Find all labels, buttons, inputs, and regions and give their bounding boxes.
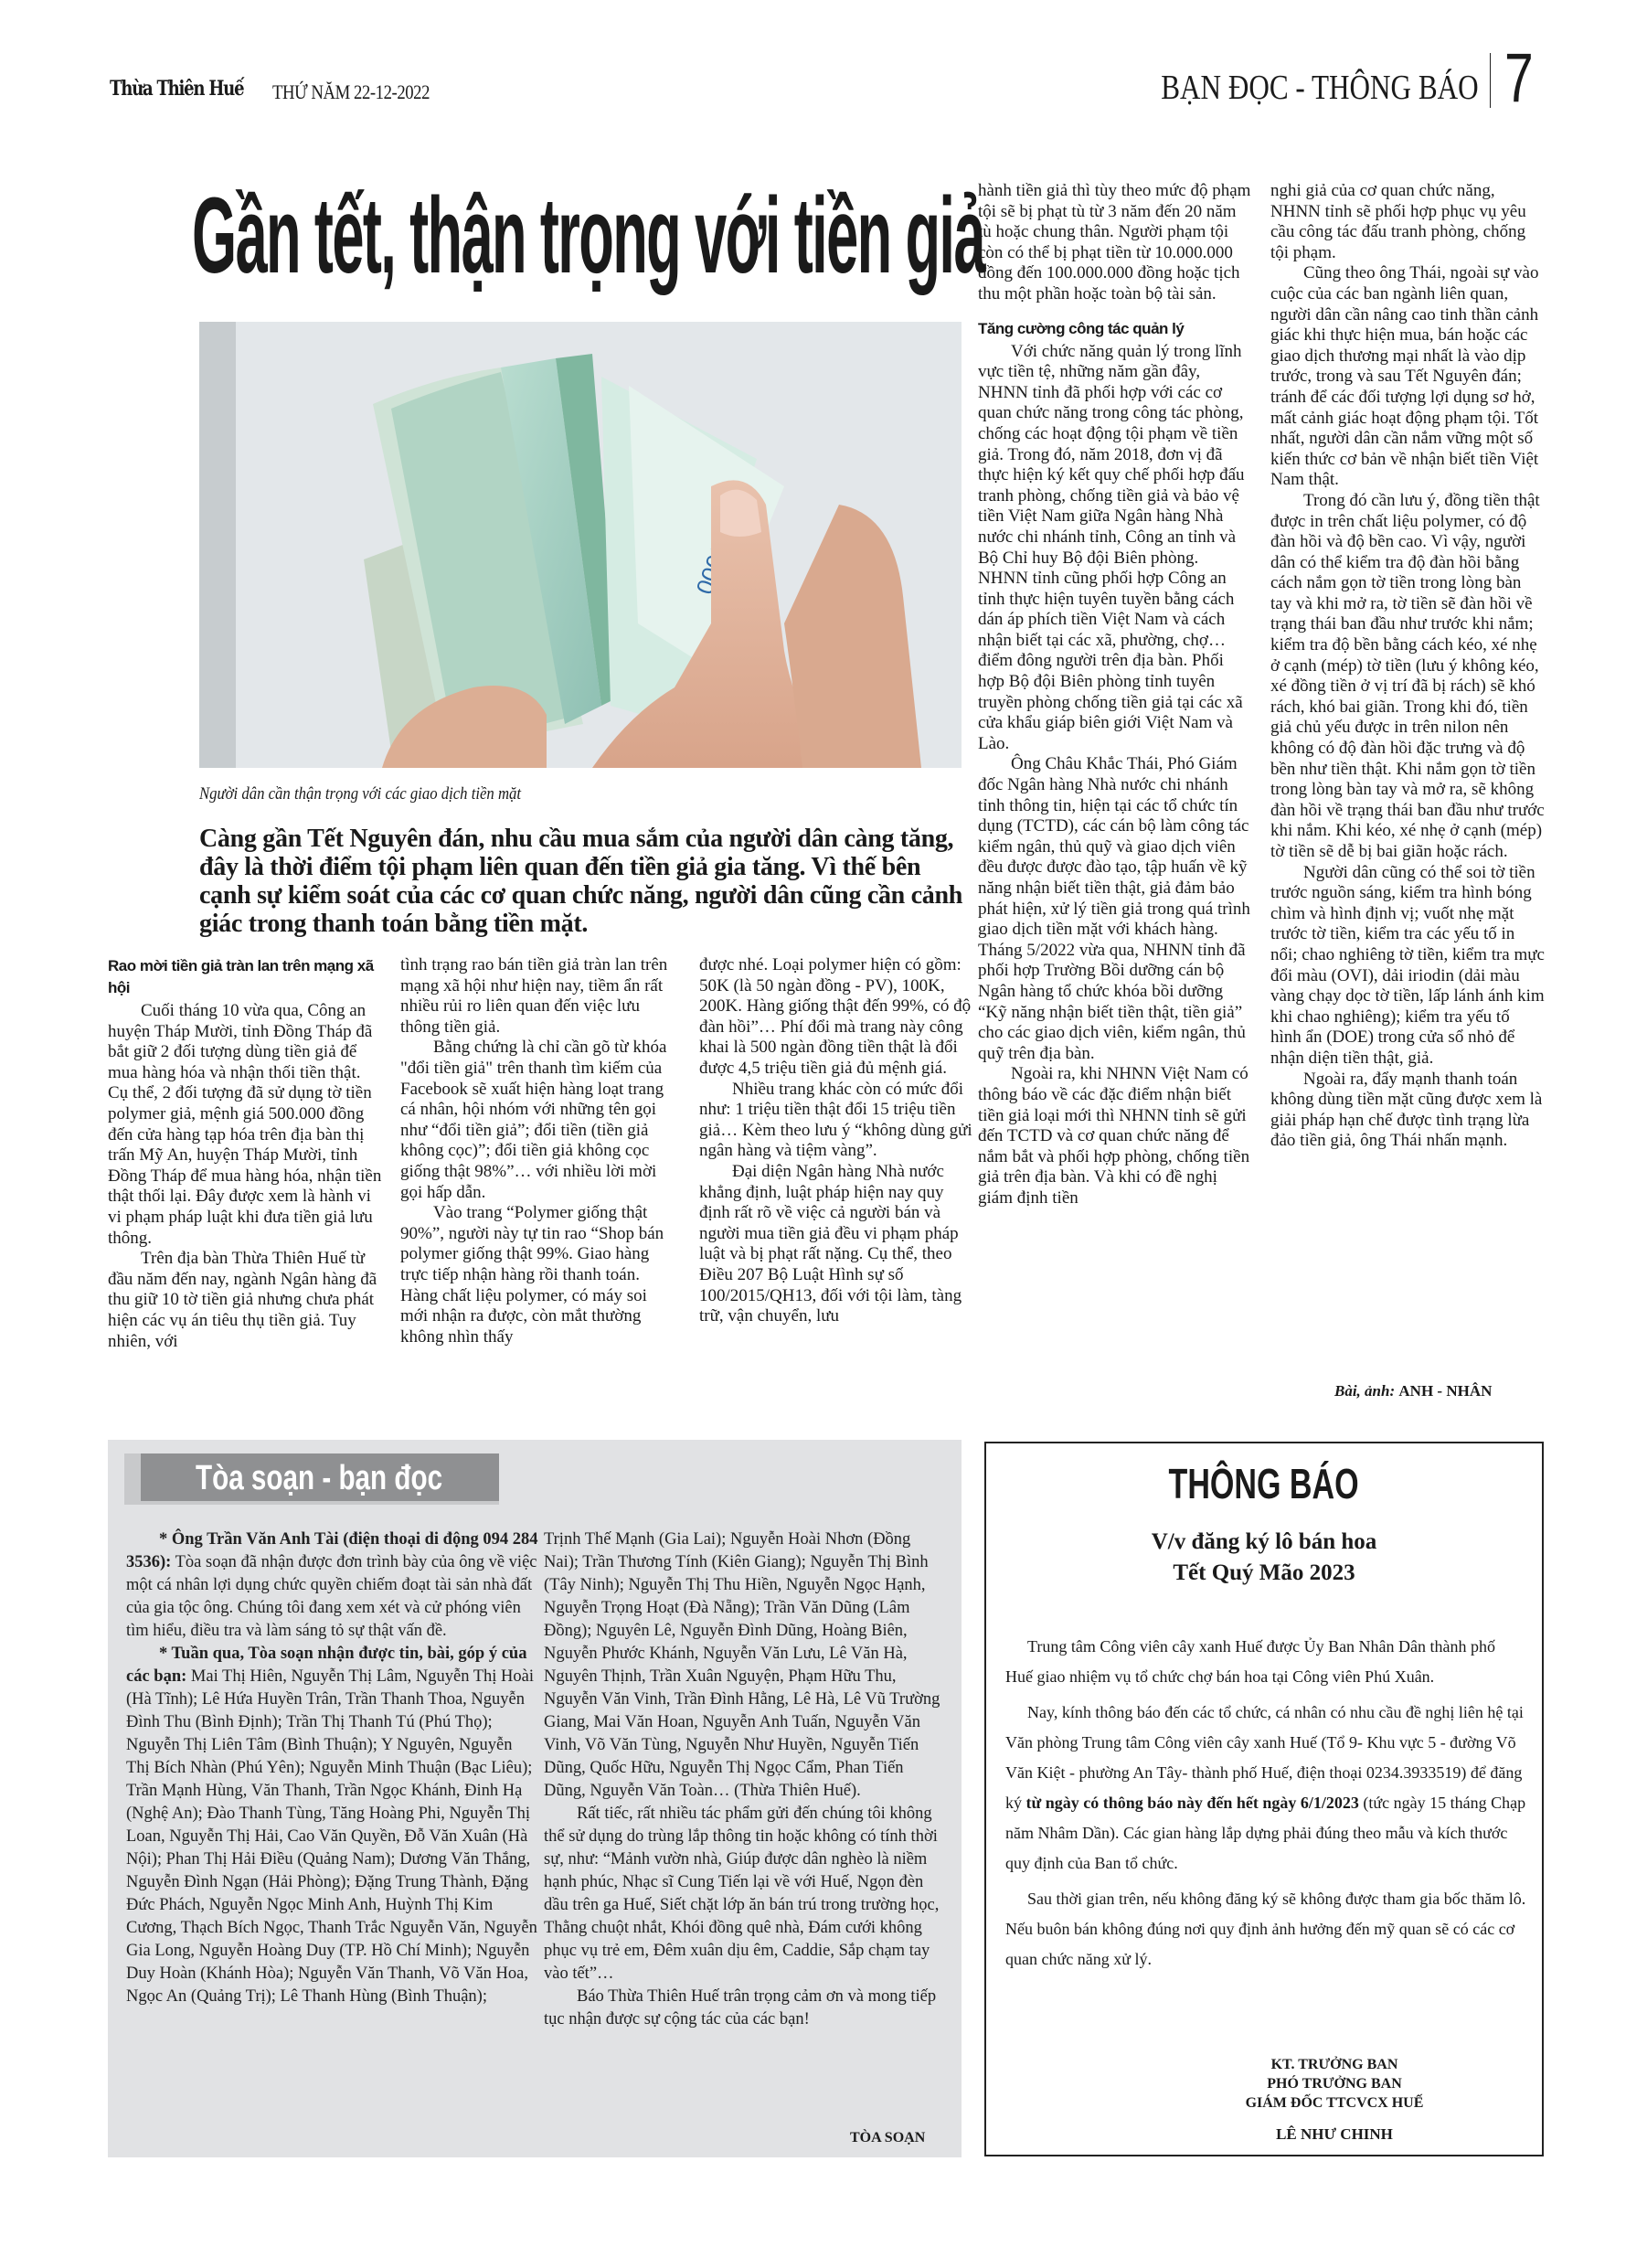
section-heading: Rao mời tiền giả tràn lan trên mạng xã hội — [108, 957, 374, 996]
readers-signature: TÒA SOẠN — [850, 2130, 926, 2146]
photo-caption: Người dân cần thận trọng với các giao dịch tiền mặt — [199, 784, 522, 804]
paragraph: Ông Châu Khắc Thái, Phó Giám đốc Ngân hàng Nhà nước chi nhánh tỉnh thông tin, hiện tại các tổ chức tín dụng (TCTD), các cán bộ làm công tác kiểm ngân, thủ quỹ và giao dịch viên đều được được đào tạo, tập huấn về kỹ năng nhận biết tiền thật, giả đảm bảo phát hiện, xử lý tiền giả trong quá trình giao dịch tiền mặt với khách hàng. Tháng 5/2022 vừa qua, NHNN tỉnh đã phối hợp Trường Bồi dưỡng cán bộ Ngân hàng tổ chức khóa bồi dưỡng “Kỹ năng nhận biết tiền thật, tiền giả” cho các giao dịch viên, kiểm ngân, thủ quỹ trên địa bàn. — [978, 754, 1250, 1063]
contributors-list: Trịnh Thế Mạnh (Gia Lai); Nguyễn Hoài Nhơn (Đồng Nai); Trần Thương Tính (Kiên Giang); Nguyễn Thị Bình (Tây Ninh); Nguyễn Thị Thu Hiền, Nguyễn Ngọc Hạnh, Nguyễn Trọng Hoạt (Đà Nẵng); Trần Văn Dũng (Lâm Đồng); Nguyên Lê, Nguyễn Đình Dũng, Hoàng Biên, Nguyễn Phước Khánh, Nguyễn Văn Lưu, Lê Văn Hà, Nguyên Thịnh, Trần Xuân Nguyện, Phạm Hữu Thu, Nguyễn Văn Vinh, Trần Đình Hằng, Lê Hà, Lê Vũ Trường Giang, Mai Văn Hoan, Nguyễn Anh Tuấn, Nguyễn Văn Vinh, Võ Văn Tùng, Nguyễn Như Huyền, Nguyễn Tiến Dũng, Quốc Hữu, Nguyễn Thị Ngọc Cẩm, Phan Tiến Dũng, Nguyễn Văn Toàn… (Thừa Thiên Huế). — [544, 1530, 940, 1800]
paragraph: Cũng theo ông Thái, ngoài sự vào cuộc của các ban ngành liên quan, người dân cần nâng cao tinh thần cảnh giác khi thực hiện mua, bán hoặc các giao dịch thương mại nhất là vào dịp trước, trong và sau Tết Nguyên đán; tránh để các đối tượng lợi dụng sơ hở, mất cảnh giác hoạt động phạm tội. Tốt nhất, người dân cần nắm vững một số kiến thức cơ bản về nhận biết tiền Việt Nam thật. — [1270, 263, 1539, 490]
money-photo-illustration — [199, 322, 962, 768]
paragraph: Đại diện Ngân hàng Nhà nước khẳng định, luật pháp hiện nay quy định rất rõ về việc cả người bán và người mua tiền giả đều vi phạm pháp luật và bị phạt rất nặng. Cụ thể, theo Điều 207 Bộ Luật Hình sự số 100/2015/QH13, đối với tội làm, tàng trữ, vận chuyển, lưu — [699, 1161, 962, 1326]
notice-title-text: THÔNG BÁO — [1168, 1460, 1360, 1507]
article-column-3 — [699, 955, 973, 1327]
notice-body — [1005, 1632, 1526, 1980]
notice-subtitle-line: V/v đăng ký lô bán hoa — [1151, 1529, 1377, 1554]
reader-item-text: Tòa soạn đã nhận được đơn trình bày của ông về việc một cá nhân lợi dụng chức quyền chiếm đoạt tài sản nhà đất của gia tộc ông. Chúng tôi đang xem xét và cử phóng viên tìm hiểu, điều tra và làm sáng tỏ sự thật vấn đề. — [126, 1553, 537, 1640]
paragraph: Bằng chứng là chỉ cần gõ từ khóa "đổi tiền giả" trên thanh tìm kiếm của Facebook sẽ xuất hiện hàng loạt trang cá nhân, hội nhóm với những tên gọi như “đổi tiền giả”; đổi tiền (tiền giả không cọc)”; đổi tiền giả không cọc giống thật 98%”… với nhiều lời mời gọi hấp dẫn. — [400, 1038, 667, 1202]
paragraph: Nhiều trang khác còn có mức đổi như: 1 triệu tiền thật đổi 15 triệu tiền giả… Kèm theo lưu ý “không dùng gửi ngân hàng và tiệm vàng”. — [699, 1079, 972, 1161]
article-photo — [199, 322, 962, 768]
notice-text: (tức ngày 15 tháng Chạp năm Nhâm Dần). Các gian hàng lắp dựng phải đúng theo mẫu và kích thước quy định của Ban tổ chức. — [1005, 1794, 1526, 1872]
notice-signature-block — [1197, 2055, 1472, 2113]
issue-date: THỨ NĂM 22-12-2022 — [272, 80, 430, 103]
reader-item — [126, 1643, 539, 2008]
paragraph: Người dân cũng có thể soi tờ tiền trước nguồn sáng, kiểm tra hình bóng chìm và hình định vị; vuốt nhẹ mặt trước tờ tiền, kiểm tra các yếu tố in nổi; chao nghiêng tờ tiền, kiểm tra mực đổi màu (OVI), dải iriodin (dải màu vàng chạy dọc tờ tiền, lấp lánh ánh kim khi chao nghiêng); kiểm tra yếu tố hình ẩn (DOE) trong cửa sổ nhỏ để nhận diện tiền thật, giả. — [1270, 862, 1545, 1068]
paragraph: Trên địa bàn Thừa Thiên Huế từ đầu năm đến nay, ngành Ngân hàng đã thu giữ 10 tờ tiền giả nhưng chưa phát hiện các vụ án tiêu thụ tiền giả. Tuy nhiên, với — [108, 1249, 377, 1351]
reader-item-name: * Tuần qua, Tòa soạn nhận được tin, bài, góp ý của các bạn: — [126, 1645, 527, 1686]
regret-note: Rất tiếc, rất nhiều tác phẩm gửi đến chúng tôi không thể sử dụng do trùng lắp thông tin hoặc không có tính thời sự, như: “Mảnh vườn nhà, Giúp được dân nghèo là niềm hạnh phúc, Nhạc sĩ Cung Tiến lại về với Huế, Ngọn đèn dầu trên ga Huế, Siết chặt lớp ăn bán trú trong trường học, Thằng chuột nhắt, Khói đồng quê nhà, Đám cưới không phục vụ trẻ em, Đêm xuân dịu êm, Caddie, Sắp chạm tay vào tết”… — [544, 1805, 940, 1983]
readers-column-1 — [126, 1528, 539, 2008]
notice-paragraph: Trung tâm Công viên cây xanh Huế được Ủy Ban Nhân Dân thành phố Huế giao nhiệm vụ tổ chức chợ bán hoa tại Công viên Phú Xuân. — [1005, 1637, 1496, 1686]
paragraph: Vào trang “Polymer giống thật 90%”, người này tự tin rao “Shop bán polymer giống thật 99%. Giao hàng trực tiếp nhận hàng rồi thanh toán. Hàng chất liệu polymer, có máy soi mới nhận ra được, còn mắt thường không nhìn thấy — [400, 1203, 664, 1347]
article-byline — [1334, 1382, 1492, 1400]
notice-sign-line: GIÁM ĐỐC TTCVCX HUẾ — [1245, 2095, 1424, 2111]
paragraph: hành tiền giả thì tùy theo mức độ phạm tội sẽ bị phạt tù từ 3 năm đến 20 năm tù hoặc chung thân. Người phạm tội còn có thể bị phạt tiền từ 10.000.000 đồng đến 100.000.000 đồng hoặc tịch thu một phần hoặc toàn bộ tài sản. — [978, 181, 1251, 303]
article-lead: Càng gần Tết Nguyên đán, nhu cầu mua sắm của người dân càng tăng, đây là thời điểm tội phạm liên quan đến tiền giả gia tăng. Vì thế bên cạnh sự kiểm soát của các cơ quan chức năng, người dân cũng cần cảnh giác trong thanh toán bằng tiền mặt. — [199, 825, 963, 938]
section-heading: Tăng cường công tác quản lý — [978, 319, 1185, 337]
article-column-4 — [978, 181, 1252, 1209]
reader-item-text: Mai Thị Hiên, Nguyễn Thị Lâm, Nguyễn Thị Hoài (Hà Tĩnh); Lê Hứa Huyền Trân, Trần Thanh Thoa, Nguyễn Đình Thu (Bình Định); Trần Thị Thanh Tú (Phú Thọ); Nguyễn Thị Liên Tâm (Bình Thuận); Y Nguyên, Nguyễn Thị Bích Nhàn (Phú Yên); Nguyễn Minh Thuận (Bạc Liêu); Trần Mạnh Hùng, Văn Thanh, Trần Ngọc Khánh, Đinh Hạ (Nghệ An); Đào Thanh Tùng, Tăng Hoàng Phi, Nguyễn Thị Loan, Nguyễn Thị Hải, Cao Văn Quyền, Đỗ Văn Xuân (Hà Nội); Phan Thị Hải Điều (Quảng Nam); Dương Văn Thắng, Nguyễn Đình Ngạn (Hải Phòng); Đặng Trung Thành, Đặng Đức Phách, Nguyễn Ngọc Minh Anh, Huỳnh Thị Kim Cương, Thạch Bích Ngọc, Thanh Trắc Nguyễn Văn, Nguyễn Gia Long, Nguyễn Hoàng Duy (TP. Hồ Chí Minh); Nguyễn Duy Hoàn (Khánh Hòa); Nguyễn Văn Thanh, Võ Văn Hoa, Ngọc An (Quảng Trị); Lê Thanh Hùng (Bình Thuận); — [126, 1667, 537, 2006]
paragraph: Cuối tháng 10 vừa qua, Công an huyện Tháp Mười, tỉnh Đồng Tháp đã bắt giữ 2 đối tượng dùng tiền giả để mua hàng hóa và nhận thối tiền thật. Cụ thể, 2 đối tượng đã sử dụng tờ tiền polymer giả, mệnh giá 500.000 đồng đến cửa hàng tạp hóa trên địa bàn thị trấn Mỹ An, huyện Tháp Mười, tỉnh Đồng Tháp để mua hàng hóa, nhận tiền thật thối lại. Đây được xem là hành vi vi phạm pháp luật khi đưa tiền giả lưu thông. — [108, 1001, 382, 1248]
paragraph: Ngoài ra, đẩy mạnh thanh toán không dùng tiền mặt cũng được xem là giải pháp hạn chế được tình trạng lừa đảo tiền giả, ông Thái nhấn mạnh. — [1270, 1069, 1543, 1151]
notice-title — [984, 1461, 1544, 1507]
reader-item — [126, 1528, 539, 1643]
notice-sign-line: PHÓ TRƯỞNG BAN — [1267, 2076, 1402, 2092]
newspaper-name: Thừa Thiên Huế — [110, 77, 244, 101]
notice-deadline: từ ngày có thông báo này đến hết ngày 6/1/2023 — [1025, 1794, 1359, 1812]
paragraph: Với chức năng quản lý trong lĩnh vực tiền tệ, những năm gần đây, NHNN tỉnh đã phối hợp với các cơ quan chức năng trong công tác phòng, chống các hoạt động tội phạm về tiền giả. Trong đó, năm 2018, đơn vị đã thực hiện ký kết quy chế phối hợp đấu tranh phòng, chống tiền giả và bảo vệ tiền Việt Nam giữa Ngân hàng Nhà nước chi nhánh tỉnh, Công an tỉnh và Bộ Chỉ huy Bộ đội Biên phòng. NHNN tỉnh cũng phối hợp Công an tỉnh thực hiện tuyên tuyền bằng cách dán áp phích tiền Việt Nam và cách nhận biết tại các xã, phường, chợ… điểm đông người trên địa bàn. Phối hợp Bộ đội Biên phòng tỉnh tuyên truyền phòng chống tiền giả tại các xã cửa khẩu giáp biên giới Việt Nam và Lào. — [978, 341, 1245, 753]
header-divider — [1490, 53, 1491, 108]
readers-box-title: Tòa soạn - bạn đọc — [196, 1459, 443, 1497]
reader-item-name: * Ông Trần Văn Anh Tài (điện thoại di động 094 284 3536): — [126, 1530, 538, 1571]
thanks-note: Báo Thừa Thiên Huế trân trọng cảm ơn và mong tiếp tục nhận được sự cộng tác của các bạn! — [544, 1987, 937, 2028]
paragraph: tình trạng rao bán tiền giả tràn lan trên mạng xã hội như hiện nay, tiềm ẩn rất nhiều rủi ro liên quan đến việc lưu thông tiền giả. — [400, 955, 668, 1037]
paragraph: Trong đó cần lưu ý, đồng tiền thật được in trên chất liệu polymer, có độ đàn hồi và độ bền cao. Vì vậy, người dân có thể kiểm tra độ đàn hồi bằng cách nắm gọn tờ tiền trong lòng bàn tay và khi mở ra, tờ tiền sẽ đàn hồi về trạng thái ban đầu như trước khi nắm; kiểm tra độ bền bằng cách kéo, xé nhẹ ở cạnh (mép) tờ tiền (lưu ý không kéo, xé đồng tiền ở vị trí đã bị rách) sẽ khó rách, khó bai giãn. Trong khi đó, tiền giả chủ yếu được in trên nilon nên không có độ đàn hồi đặc trưng và độ bền như tiền thật. Khi nắm gọn tờ tiền trong lòng bàn tay và mở ra, sẽ không đàn hồi về trạng thái ban đầu như trước khi nắm. Khi kéo, xé nhẹ ở cạnh (mép) tờ tiền sẽ dễ bị bai giãn hoặc rách. — [1270, 490, 1545, 861]
byline-authors: ANH - NHÂN — [1398, 1382, 1493, 1400]
notice-text: Nay, kính thông báo đến các tổ chức, cá nhân có nhu cầu đề nghị liên hệ tại Văn phòng Trung tâm Công viên cây xanh Huế (Tổ 9- Khu vực 5 - đường Võ Văn Kiệt - phường An Tây- thành phố Huế, điện thoại 0234.3933519) để đăng ký — [1005, 1703, 1524, 1812]
paragraph: được nhé. Loại polymer hiện có gồm: 50K (là 50 ngàn đồng - PV), 100K, 200K. Hàng giống thật đến 99%, có độ đàn hồi”… Phí đổi mà trang này công khai là 500 ngàn đồng tiền thật là đổi được 4,5 triệu tiền giả đủ mệnh giá. — [699, 955, 972, 1078]
readers-column-2 — [544, 1528, 946, 2031]
notice-subtitle — [984, 1527, 1544, 1589]
notice-sign-line: KT. TRƯỞNG BAN — [1270, 2057, 1398, 2072]
notice-paragraph: Sau thời gian trên, nếu không đăng ký sẽ không được tham gia bốc thăm lô. Nếu buôn bán không đúng nơi quy định ảnh hưởng đến mỹ quan sẽ có các cơ quan chức năng xử lý. — [1005, 1890, 1526, 1968]
notice-signer: LÊ NHƯ CHINH — [1276, 2125, 1393, 2143]
page-number: 7 — [1504, 39, 1534, 117]
notice-subtitle-line: Tết Quý Mão 2023 — [1173, 1560, 1355, 1585]
article-column-2 — [400, 955, 675, 1347]
article-column-1 — [108, 955, 382, 1352]
article-headline: Gần tết, thận trọng với tiền giả — [192, 176, 984, 296]
notice-paragraph — [1005, 1698, 1526, 1879]
paragraph: nghi giả của cơ quan chức năng, NHNN tỉnh sẽ phối hợp phục vụ yêu cầu công tác đấu tranh phòng, chống tội phạm. — [1270, 181, 1526, 262]
paragraph: Ngoài ra, khi NHNN Việt Nam có thông báo về các đặc điểm nhận biết tiền giả loại mới thì NHNN tỉnh sẽ gửi đến TCTD và cơ quan chức năng để nắm bắt và phối hợp phòng, chống tiền giả trên địa bàn. Và khi có đề nghị giám định tiền — [978, 1064, 1250, 1208]
article-column-5 — [1270, 181, 1545, 1152]
section-title: BẠN ĐỌC - THÔNG BÁO — [1161, 69, 1479, 107]
byline-label: Bài, ảnh: — [1334, 1382, 1396, 1400]
